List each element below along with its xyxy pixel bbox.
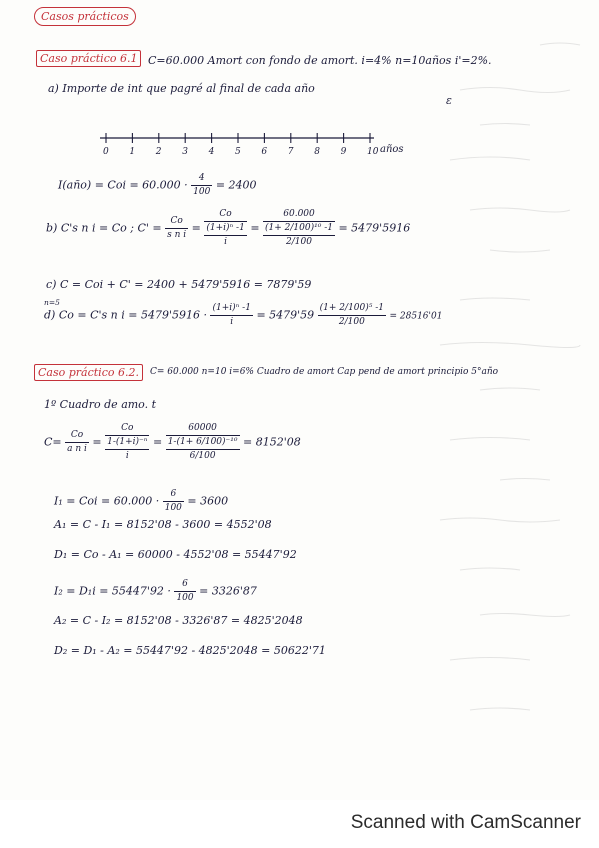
scanner-watermark: Scanned with CamScanner [350, 812, 581, 833]
part-b-equation [46, 208, 410, 249]
part-b-frac-3 [263, 208, 335, 249]
d2-equation: D₂ = D₁ - A₂ = 55447'92 - 4825'2048 = 50622'71 [54, 644, 326, 657]
case-6-2-label: Caso práctico 6.2. [34, 364, 143, 381]
part-b-frac-3-den-top: (1+ 2/100)¹⁰ -1 [263, 222, 335, 236]
timeline-label-1: 1 [129, 147, 136, 157]
part-b-frac-1 [165, 215, 188, 242]
part-d-equals-2: = 5479'59 [256, 308, 315, 322]
part-c-equation: c) C = Coi + C' = 2400 + 5479'5916 = 7879'59 [46, 278, 312, 291]
part-b-equals-3: = [250, 221, 260, 235]
timeline-label-5: 5 [235, 147, 241, 157]
c-lhs: C= [44, 435, 62, 449]
timeline-label-3: 3 [182, 147, 188, 157]
i2-fraction [174, 578, 195, 605]
page-title: Casos prácticos [34, 7, 136, 26]
c-equals-3: = [152, 435, 163, 449]
part-d-result: = 28516'01 [389, 311, 443, 322]
a1-equation: A₁ = C - I₁ = 8152'08 - 3600 = 4552'08 [54, 518, 272, 531]
i2-frac-den: 100 [176, 593, 194, 603]
i1-rhs: = 3600 [187, 494, 229, 508]
bleed-through-marks [420, 0, 599, 800]
timeline-label-6: 6 [261, 147, 268, 157]
c-frac-3-den-bot: 6/100 [189, 451, 216, 461]
i1-lhs: I₁ = Coi = 60.000 · [54, 494, 160, 508]
case-6-1-given: C=60.000 Amort con fondo de amort. i=4% n=10años i'=2%. [148, 54, 492, 67]
c-frac-2-num: Co [105, 422, 149, 436]
part-d-frac-1-num: (1+i)ⁿ -1 [210, 302, 252, 316]
i2-frac-num: 6 [174, 578, 195, 592]
i1-equation [54, 488, 228, 515]
c-frac-1-num: Co [65, 429, 89, 443]
part-b-frac-2-den-top: (1+i)ⁿ -1 [204, 222, 246, 236]
c-result: = 8152'08 [243, 435, 301, 449]
c-frac-3 [166, 422, 240, 463]
case-6-2-subheading: 1º Cuadro de amo. t [44, 398, 157, 411]
c-equals-2: = [92, 435, 102, 449]
part-d-frac-1-den: i [230, 317, 234, 327]
part-d-frac-1 [210, 302, 252, 329]
case-6-2-c-equation [44, 422, 301, 463]
part-b-frac-2 [204, 208, 246, 249]
part-a-frac-num: 4 [191, 172, 212, 186]
c-frac-2-den-top: 1-(1+i)⁻ⁿ [105, 436, 149, 450]
i2-lhs: I₂ = D₁i = 55447'92 · [54, 584, 171, 598]
timeline-label-2: 2 [155, 147, 162, 157]
part-d-frac-2 [318, 302, 386, 329]
part-b-frac-1-den: s n i [167, 230, 187, 240]
part-a-lhs: I(año) = Coi = 60.000 · [58, 178, 188, 192]
case-6-2-given: C= 60.000 n=10 i=6% Cuadro de amort Cap pend de amort principio 5°año [150, 367, 499, 377]
side-mark: ɛ [446, 94, 452, 107]
part-d-frac-2-num: (1+ 2/100)⁵ -1 [318, 302, 386, 316]
scanner-footer [0, 800, 599, 848]
part-d-superscript: n=5 [44, 298, 60, 307]
timeline-label-4: 4 [208, 147, 215, 157]
c-frac-2 [105, 422, 149, 463]
part-a-rhs: = 2400 [215, 178, 257, 192]
part-a-frac-den: 100 [193, 187, 211, 197]
c-frac-3-den-top: 1-(1+ 6/100)⁻¹⁰ [166, 436, 240, 450]
part-d-label: d) Co = C's n i = 5479'5916 · [44, 308, 207, 322]
case-6-1-part-a-text: a) Importe de int que pagré al final de cada año [48, 82, 315, 95]
a2-equation: A₂ = C - I₂ = 8152'08 - 3326'87 = 4825'2048 [54, 614, 303, 627]
timeline-label-9: 9 [340, 147, 347, 157]
c-frac-1 [65, 429, 89, 456]
part-b-label: b) C's n i = Co ; C' = [46, 221, 162, 235]
c-frac-2-den-bot: i [125, 451, 129, 461]
i2-rhs: = 3326'87 [199, 584, 257, 598]
part-b-result: = 5479'5916 [338, 221, 411, 235]
case-6-1-label: Caso práctico 6.1 [36, 50, 141, 67]
i1-frac-num: 6 [163, 488, 184, 502]
part-b-frac-1-num: Co [165, 215, 188, 229]
timeline-label-8: 8 [314, 147, 320, 157]
part-b-frac-2-den-bot: i [224, 237, 228, 247]
i2-equation [54, 578, 257, 605]
d1-equation: D₁ = Co - A₁ = 60000 - 4552'08 = 55447'92 [54, 548, 297, 561]
part-a-fraction [191, 172, 212, 199]
part-d-equation [44, 302, 442, 329]
part-b-frac-3-den-bot: 2/100 [286, 237, 312, 247]
i1-fraction [163, 488, 184, 515]
part-b-equals-2: = [191, 221, 201, 235]
i1-frac-den: 100 [164, 503, 182, 513]
timeline [92, 128, 432, 158]
timeline-label-7: 7 [287, 147, 294, 157]
part-d-frac-2-den: 2/100 [338, 317, 365, 327]
c-frac-1-den: a n i [67, 444, 87, 454]
part-a-equation [58, 172, 257, 199]
timeline-label-10: 10 [367, 147, 379, 157]
timeline-unit: años [380, 144, 404, 155]
part-b-frac-3-num: 60.000 [263, 208, 335, 222]
part-b-frac-2-num: Co [204, 208, 246, 222]
timeline-label-0: 0 [103, 147, 109, 157]
c-frac-3-num: 60000 [166, 422, 240, 436]
